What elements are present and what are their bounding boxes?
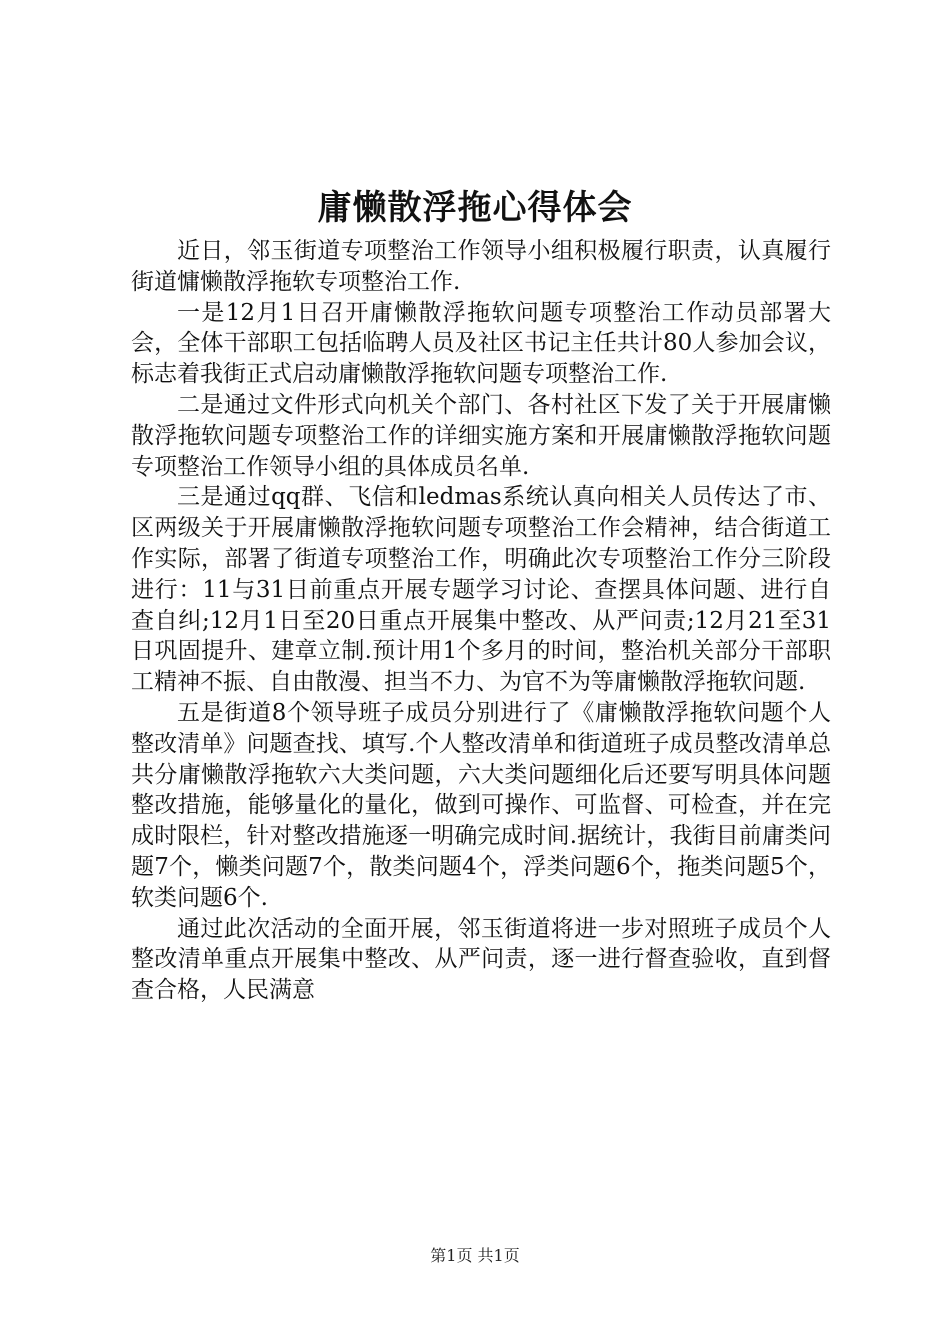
paragraph-item-three: 三是通过qq群、飞信和ledmas系统认真向相关人员传达了市、区两级关于开展庸懒散浮拖软问题专项整治工作会精神，结合街道工作实际，部署了街道专项整治工作，明确此次专项整治工作分三阶段进行：11与31日前重点开展专题学习讨论、查摆具体问题、进行自查自纠;12月1日至20日重点开展集中整改、从严问责;12月21至31日巩固提升、建章立制.预计用1个多月的时间，整治机关部分干部职工精神不振、自由散漫、担当不力、为官不为等庸懒散浮拖软问题. — [131, 484, 831, 696]
page-title: 庸懒散浮拖心得体会 — [317, 188, 633, 228]
paragraph-item-one: 一是12月1日召开庸懒散浮拖软问题专项整治工作动员部署大会，全体干部职工包括临聘人员及社区书记主任共计80人参加会议，标志着我街正式启动庸懒散浮拖软问题专项整治工作. — [131, 299, 831, 388]
paragraph-item-two: 二是通过文件形式向机关个部门、各村社区下发了关于开展庸懒散浮拖软问题专项整治工作的详细实施方案和开展庸懒散浮拖软问题专项整治工作领导小组的具体成员名单. — [131, 391, 831, 480]
paragraph-conclusion: 通过此次活动的全面开展，邻玉街道将进一步对照班子成员个人整改清单重点开展集中整改、从严问责，逐一进行督查验收，直到督查合格，人民满意 — [131, 915, 831, 1004]
paragraph-intro: 近日，邻玉街道专项整治工作领导小组积极履行职责，认真履行街道慵懒散浮拖软专项整治工作. — [131, 238, 831, 295]
paragraph-item-five: 五是街道8个领导班子成员分别进行了《庸懒散浮拖软问题个人整改清单》问题查找、填写.个人整改清单和街道班子成员整改清单总共分庸懒散浮拖软六大类问题，六大类问题细化后还要写明具体问题整改措施，能够量化的量化，做到可操作、可监督、可检查，并在完成时限栏，针对整改措施逐一明确完成时间.据统计，我街目前庸类问题7个，懒类问题7个，散类问题4个，浮类问题6个，拖类问题5个，软类问题6个. — [131, 699, 831, 911]
document-body — [131, 236, 831, 1006]
page-footer: 第1页 共1页 — [430, 1246, 520, 1265]
